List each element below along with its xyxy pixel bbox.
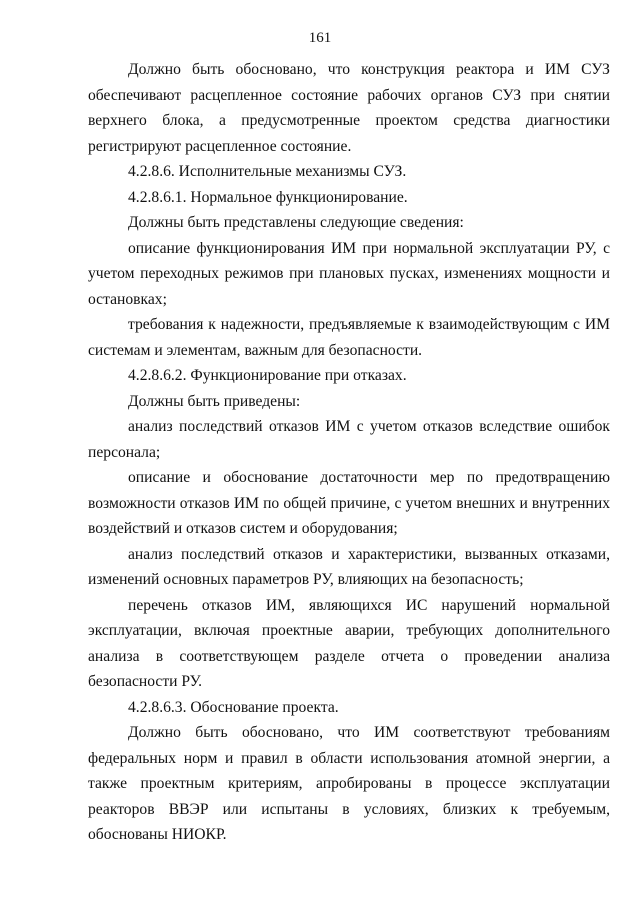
- document-body: [88, 57, 610, 848]
- page-number: 161: [308, 30, 332, 46]
- subsection-heading-4-2-8-6-3: 4.2.8.6.3. Обоснование проекта.: [128, 698, 339, 716]
- paragraph-reliability: требования к надежности, предъявляемые к взаимодействующим с ИМ системам и элементам, важным для безопасности.: [88, 316, 610, 359]
- paragraph-provided-intro: Должны быть приведены:: [128, 392, 301, 410]
- paragraph-failure-analysis: анализ последствий отказов ИМ с учетом отказов вследствие ошибок персонала;: [88, 418, 610, 461]
- paragraph-parameter-changes: анализ последствий отказов и характеристики, вызванных отказами, изменений основных параметров РУ, влияющих на безопасность;: [88, 545, 610, 588]
- paragraph-normal-operation: описание функционирования ИМ при нормальной эксплуатации РУ, с учетом переходных режимов при плановых пусках, изменениях мощности и остановках;: [88, 239, 610, 308]
- paragraph-design-justification: Должно быть обосновано, что ИМ соответствуют требованиям федеральных норм и правил в области использования атомной энергии, а также проектным критериям, апробированы в процессе эксплуатации реакторов ВВЭР или испытаны в условиях, близких к требуемым, обоснованы НИОКР.: [88, 724, 610, 843]
- section-heading-4-2-8-6: 4.2.8.6. Исполнительные механизмы СУЗ.: [128, 163, 407, 180]
- paragraph-common-cause: описание и обоснование достаточности мер по предотвращению возможности отказов ИМ по общей причине, с учетом внешних и внутренних воздействий и отказов систем и оборудования;: [88, 469, 610, 537]
- paragraph-info-intro: Должны быть представлены следующие сведения:: [128, 214, 464, 231]
- paragraph-disconnect-state: Должно быть обосновано, что конструкция реактора и ИМ СУЗ обеспечивают расцепленное состояние рабочих органов СУЗ при снятии верхнего блока, а предусмотренные проектом средства диагностики регистрируют расцепленное состояние.: [88, 61, 610, 155]
- subsection-heading-4-2-8-6-1: 4.2.8.6.1. Нормальное функционирование.: [128, 188, 408, 206]
- subsection-heading-4-2-8-6-2: 4.2.8.6.2. Функционирование при отказах.: [128, 367, 407, 384]
- paragraph-failure-list: перечень отказов ИМ, являющихся ИС нарушений нормальной эксплуатации, включая проектные аварии, требующих дополнительного анализа в соответствующем разделе отчета о проведении анализа безопасности РУ.: [88, 596, 610, 690]
